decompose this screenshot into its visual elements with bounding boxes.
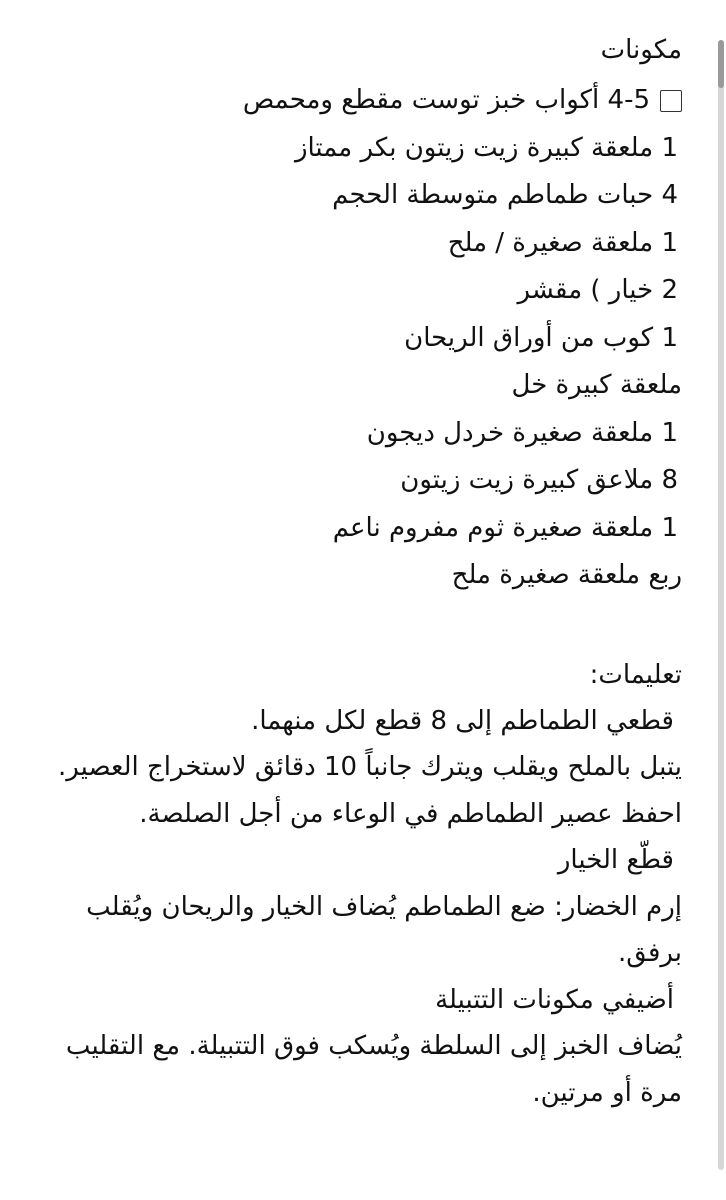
ingredient-item: 2 خيار ) مقشر [517, 275, 678, 305]
ingredient-text: 4-5 أكواب خبز توست مقطع ومحمص [242, 85, 650, 115]
ingredient-item: ربع ملعقة صغيرة ملح [451, 560, 682, 590]
ingredient-item: 1 ملعقة صغيرة / ملح [447, 227, 678, 258]
ingredient-item: ملعقة كبيرة خل [511, 370, 682, 400]
instruction-step: إرم الخضار: ضع الطماطم يُضاف الخيار والريحان ويُقلب برفق. [86, 891, 682, 968]
ingredient-item: 1 ملعقة كبيرة زيت زيتون بكر ممتاز [294, 132, 678, 163]
ingredient-item: 1 ملعقة صغيرة خردل ديجون [366, 417, 678, 448]
ingredients-list [32, 77, 682, 600]
ingredient-item: 8 ملاعق كبيرة زيت زيتون [400, 465, 678, 495]
vertical-scrollbar[interactable] [718, 40, 724, 1170]
ingredient-item [32, 77, 682, 125]
instruction-step: يُضاف الخبز إلى السلطة ويُسكب فوق التتبيلة. مع التقليب مرة أو مرتين. [65, 1031, 682, 1108]
instruction-step: أضيفي مكونات التتبيلة [435, 984, 674, 1015]
instruction-step: قطّع الخيار [557, 845, 674, 875]
recipe-note [32, 30, 682, 1116]
ingredient-item: 1 ملعقة صغيرة ثوم مفروم ناعم [332, 512, 678, 543]
scrollbar-thumb[interactable] [718, 40, 724, 88]
section-spacer [32, 600, 682, 652]
ingredient-item: 4 حبات طماطم متوسطة الحجم [332, 180, 678, 210]
instructions-heading: تعليمات: [589, 659, 682, 690]
instruction-step: قطعي الطماطم إلى 8 قطع لكل منهما. [251, 705, 674, 736]
ingredients-heading: مكونات [600, 35, 682, 65]
checkbox-icon[interactable] [660, 90, 682, 112]
instruction-step: يتبل بالملح ويقلب ويترك جانباً 10 دقائق لاستخراج العصير. احفظ عصير الطماطم في الوعاء من أجل الصلصة. [58, 752, 682, 829]
ingredient-item: 1 كوب من أوراق الريحان [404, 322, 678, 353]
